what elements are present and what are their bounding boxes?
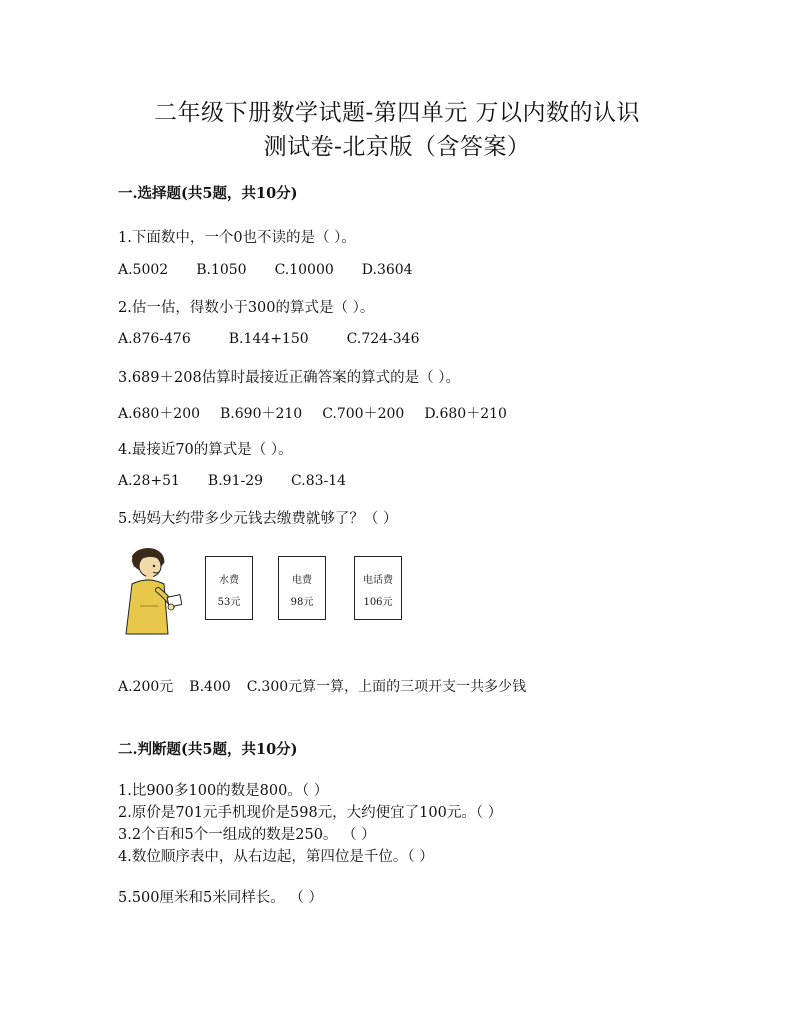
bill-label: 电费 (292, 575, 312, 586)
question-4-options (118, 473, 346, 489)
question-3-options (118, 403, 507, 423)
question-1-options (118, 262, 413, 278)
question-3: 3.689＋208估算时最接近正确答案的算式的是（ ）。 (118, 370, 461, 386)
bill-amount: 106元 (363, 597, 393, 608)
option-a: A.5002 (118, 262, 169, 278)
option-a: A.28+51 (118, 473, 180, 489)
option-c: C.700＋200 (322, 406, 405, 422)
judge-question-1: 1.比900多100的数是800。（ ） (118, 783, 329, 799)
exam-title-line2: 测试卷-北京版（含答案） (263, 134, 531, 160)
option-a: A.200元 (118, 679, 174, 695)
section2-heading: 二.判断题(共5题，共10分) (118, 741, 298, 758)
option-b: B.91-29 (207, 473, 264, 489)
judge-question-5: 5.500厘米和5米同样长。 （ ） (118, 890, 323, 906)
question-4: 4.最接近70的算式是（ ）。 (118, 442, 293, 458)
exam-title-line1: 二年级下册数学试题-第四单元 万以内数的认识 (153, 100, 641, 126)
bill-card-water (205, 556, 253, 620)
option-c: C.83-14 (291, 473, 347, 489)
option-a: A.876-476 (118, 331, 191, 347)
option-a: A.680＋200 (118, 406, 201, 422)
bill-card-phone (354, 556, 402, 620)
bill-amount: 98元 (290, 597, 314, 608)
question-2: 2.估一估，得数小于300的算式是（ ）。 (118, 300, 375, 316)
option-c: C.300元算一算，上面的三项开支一共多少钱 (246, 679, 527, 695)
section1-heading: 一.选择题(共5题，共10分) (118, 185, 298, 202)
option-d: D.3604 (361, 262, 413, 278)
question-1: 1.下面数中，一个0也不读的是（ ）。 (118, 230, 356, 246)
option-b: B.690＋210 (220, 406, 303, 422)
question-5: 5.妈妈大约带多少元钱去缴费就够了？（ ） (118, 511, 398, 527)
question-5-options (118, 676, 526, 696)
judge-question-4: 4.数位顺序表中，从右边起，第四位是千位。（ ） (118, 849, 434, 865)
woman-holding-bill-icon (118, 546, 182, 636)
option-b: B.1050 (196, 262, 247, 278)
option-d: D.680＋210 (424, 406, 507, 422)
judge-question-2: 2.原价是701元手机现价是598元，大约便宜了100元。（ ） (118, 805, 503, 821)
option-c: C.724-346 (346, 331, 420, 347)
option-b: B.400 (189, 679, 231, 695)
bill-card-electricity (278, 556, 326, 620)
bills-illustration (118, 546, 418, 636)
question-2-options (118, 331, 420, 347)
option-b: B.144+150 (228, 331, 309, 347)
option-c: C.10000 (274, 262, 334, 278)
bill-amount: 53元 (217, 597, 241, 608)
bill-label: 水费 (219, 575, 239, 586)
bill-label: 电话费 (363, 575, 393, 586)
judge-question-3: 3.2个百和5个一组成的数是250。 （ ） (118, 827, 376, 843)
